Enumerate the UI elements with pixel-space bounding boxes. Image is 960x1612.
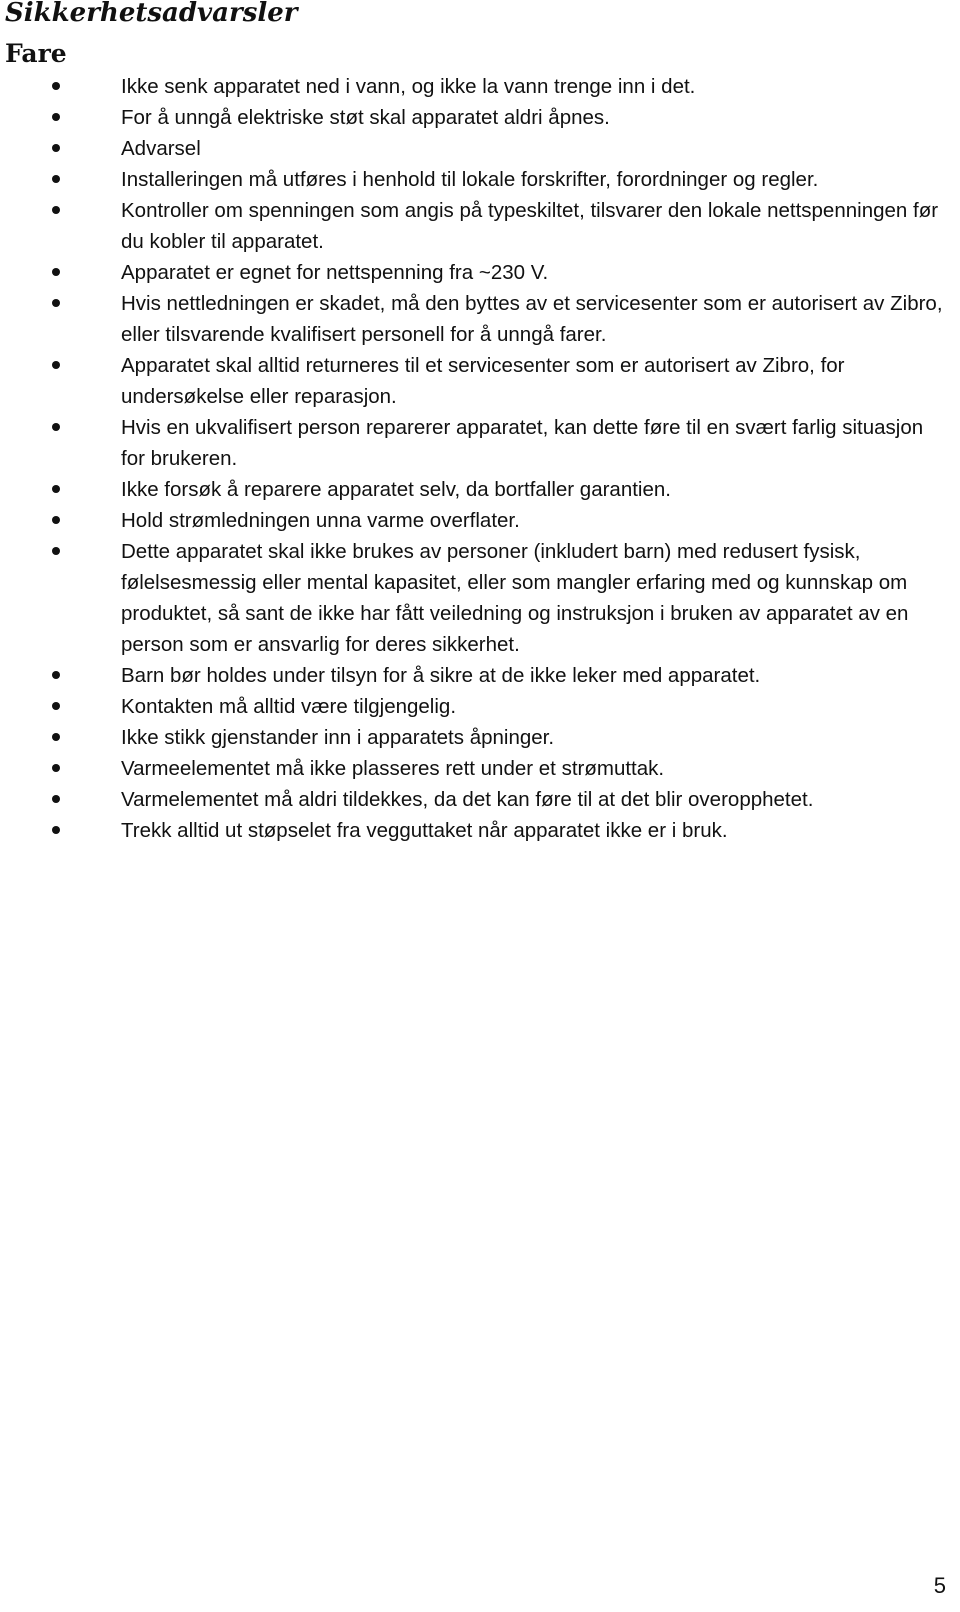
list-item-text: Kontroller om spenningen som angis på typeskiltet, tilsvarer den lokale nettspenningen før du kobler til apparatet. (121, 199, 939, 253)
list-item-text: Apparatet er egnet for nettspenning fra ~230 V. (121, 261, 549, 284)
bullet-icon (52, 702, 60, 710)
list-item-text: Trekk alltid ut støpselet fra vegguttaket når apparatet ikke er i bruk. (121, 819, 728, 842)
list-item (0, 257, 960, 288)
bullet-icon (52, 733, 60, 741)
list-item (0, 133, 960, 164)
bullet-icon (52, 795, 60, 803)
list-item (0, 722, 960, 753)
bullet-icon (52, 113, 60, 121)
bullet-icon (52, 423, 60, 431)
bullet-icon (52, 82, 60, 90)
list-item (0, 102, 960, 133)
list-item-text: Kontakten må alltid være tilgjengelig. (121, 695, 457, 718)
subsection-title: Fare (5, 39, 67, 68)
bullet-icon (52, 516, 60, 524)
bullet-icon (52, 764, 60, 772)
list-item-text: Ikke forsøk å reparere apparatet selv, da bortfaller garantien. (121, 478, 671, 501)
section-title: Sikkerhetsadvarsler (5, 0, 298, 28)
list-item-text: Apparatet skal alltid returneres til et servicesenter som er autorisert av Zibro, for undersøkelse eller reparasjon. (121, 354, 845, 408)
list-item (0, 164, 960, 195)
bullet-icon (52, 175, 60, 183)
list-item (0, 350, 960, 412)
list-item (0, 536, 960, 660)
safety-warning-list (0, 71, 960, 846)
list-item-text: Advarsel (121, 137, 201, 160)
list-item-text: Installeringen må utføres i henhold til lokale forskrifter, forordninger og regler. (121, 168, 819, 191)
list-item (0, 505, 960, 536)
list-item (0, 691, 960, 722)
list-item-text: For å unngå elektriske støt skal apparatet aldri åpnes. (121, 106, 610, 129)
list-item-text: Ikke stikk gjenstander inn i apparatets åpninger. (121, 726, 555, 749)
bullet-icon (52, 206, 60, 214)
bullet-icon (52, 299, 60, 307)
list-item-text: Varmelementet må aldri tildekkes, da det kan føre til at det blir overopphetet. (121, 788, 814, 811)
list-item (0, 660, 960, 691)
list-item-text: Hvis nettledningen er skadet, må den byttes av et servicesenter som er autorisert av Zibro, eller tilsvarende kvalifisert personell for å unngå farer. (121, 292, 943, 346)
list-item (0, 288, 960, 350)
bullet-icon (52, 268, 60, 276)
bullet-icon (52, 361, 60, 369)
list-item-text: Dette apparatet skal ikke brukes av personer (inkludert barn) med redusert fysisk, følelsesmessig eller mental kapasitet, eller som mangler erfaring med og kunnskap om produktet, så sant de ikke har fått veiledning og instruksjon i bruken av apparatet av en person som er ansvarlig for deres sikkerhet. (121, 540, 909, 656)
bullet-icon (52, 144, 60, 152)
list-item (0, 815, 960, 846)
list-item (0, 412, 960, 474)
list-item-text: Varmeelementet må ikke plasseres rett under et strømuttak. (121, 757, 665, 780)
list-item (0, 753, 960, 784)
list-item-text: Hvis en ukvalifisert person reparerer apparatet, kan dette føre til en svært farlig situasjon for brukeren. (121, 416, 924, 470)
bullet-icon (52, 671, 60, 679)
list-item (0, 784, 960, 815)
list-item-text: Barn bør holdes under tilsyn for å sikre at de ikke leker med apparatet. (121, 664, 761, 687)
list-item (0, 474, 960, 505)
page-number: 5 (933, 1573, 946, 1598)
bullet-icon (52, 826, 60, 834)
list-item (0, 195, 960, 257)
list-item (0, 71, 960, 102)
bullet-icon (52, 547, 60, 555)
bullet-icon (52, 485, 60, 493)
list-item-text: Hold strømledningen unna varme overflater. (121, 509, 520, 532)
list-item-text: Ikke senk apparatet ned i vann, og ikke la vann trenge inn i det. (121, 75, 696, 98)
